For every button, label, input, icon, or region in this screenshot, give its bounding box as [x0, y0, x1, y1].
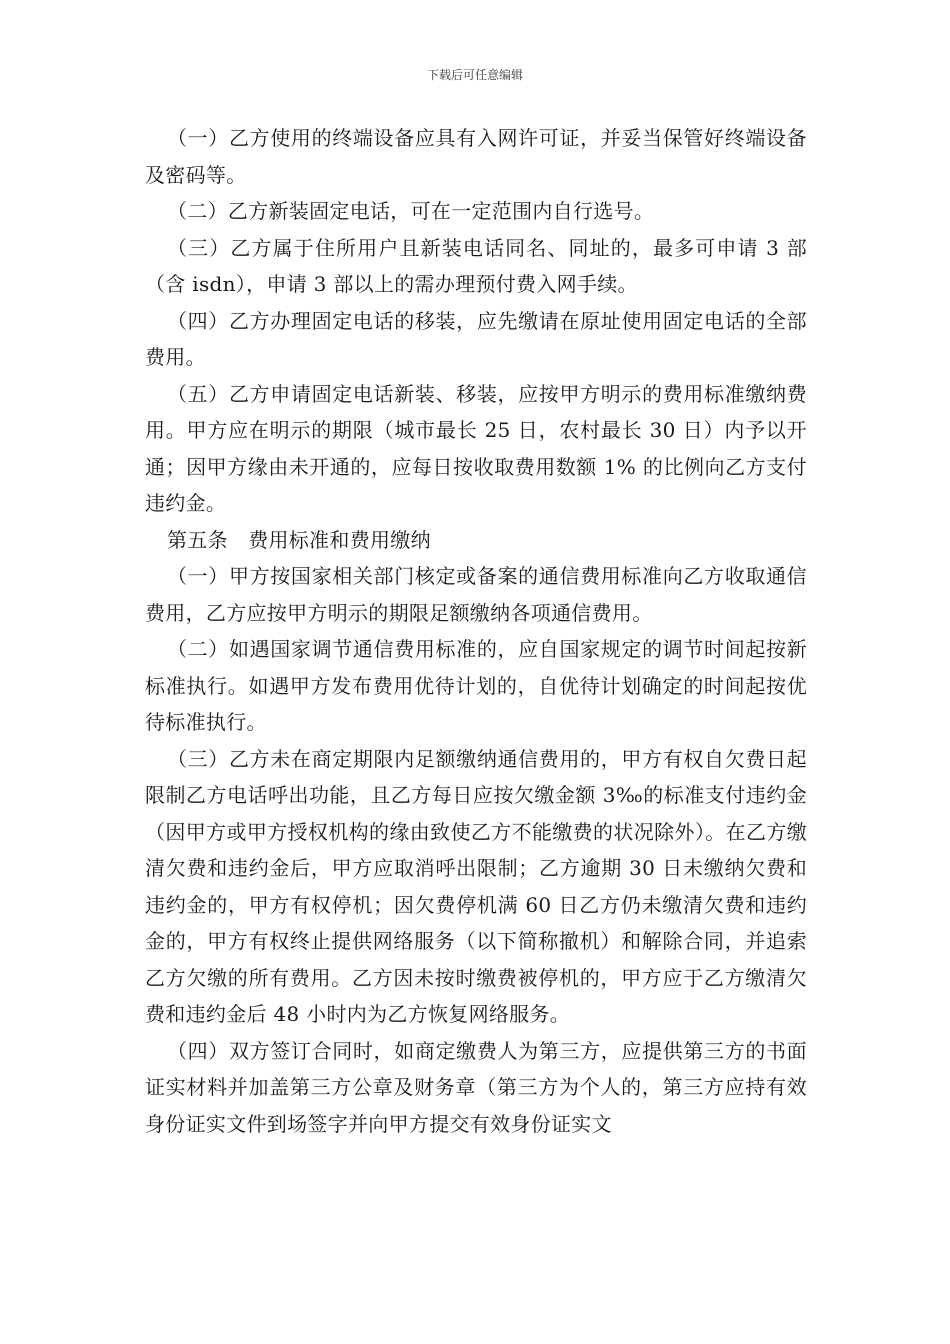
- document-body: [145, 120, 807, 1142]
- clause-paragraph: （二）如遇国家调节通信费用标准的，应自国家规定的调节时间起按新标准执行。如遇甲方发布费用优待计划的，自优待计划确定的时间起按优待标准执行。: [145, 637, 807, 734]
- clause-paragraph: （四）双方签订合同时，如商定缴费人为第三方，应提供第三方的书面证实材料并加盖第三方公章及财务章（第三方为个人的，第三方应持有效身份证实文件到场签字并向甲方提交有效身份证实文: [145, 1038, 807, 1136]
- clause-paragraph: （一）乙方使用的终端设备应具有入网许可证，并妥当保管好终端设备及密码等。: [145, 126, 807, 187]
- clause-paragraph: （三）乙方未在商定期限内足额缴纳通信费用的，甲方有权自欠费日起限制乙方电话呼出功能，且乙方每日应按欠缴金额 3‰的标准支付违约金（因甲方或甲方授权机构的缘由致使乙方不能缴费的状况除外）。在乙方缴清欠费和违约金后，甲方应取消呼出限制；乙方逾期 30 日未缴纳欠费和违约金的，甲方有权停机；因欠费停机满 60 日乙方仍未缴清欠费和违约金的，甲方有权终止提供网络服务（以下简称撤机）和解除合同，并追索乙方欠缴的所有费用。乙方因未按时缴费被停机的，甲方应于乙方缴清欠费和违约金后 48 小时内为乙方恢复网络服务。: [145, 746, 807, 1026]
- clause-paragraph: （二）乙方新装固定电话，可在一定范围内自行选号。: [167, 199, 655, 223]
- clause-paragraph: （一）甲方按国家相关部门核定或备案的通信费用标准向乙方收取通信费用，乙方应按甲方明示的期限足额缴纳各项通信费用。: [145, 564, 807, 625]
- clause-paragraph: （四）乙方办理固定电话的移装，应先缴请在原址使用固定电话的全部费用。: [145, 308, 807, 369]
- clause-paragraph: （三）乙方属于住所用户且新装电话同名、同址的，最多可申请 3 部（含 isdn），申请 3 部以上的需办理预付费入网手续。: [145, 235, 807, 296]
- page-header: 下载后可任意编辑: [426, 68, 523, 82]
- clause-paragraph: （五）乙方申请固定电话新装、移装，应按甲方明示的费用标准缴纳费用。甲方应在明示的期限（城市最长 25 日，农村最长 30 日）内予以开通；因甲方缘由未开通的，应每日按收取费用数额 1% 的比例向乙方支付违约金。: [145, 381, 807, 515]
- article-heading: 第五条 费用标准和费用缴纳: [167, 527, 431, 552]
